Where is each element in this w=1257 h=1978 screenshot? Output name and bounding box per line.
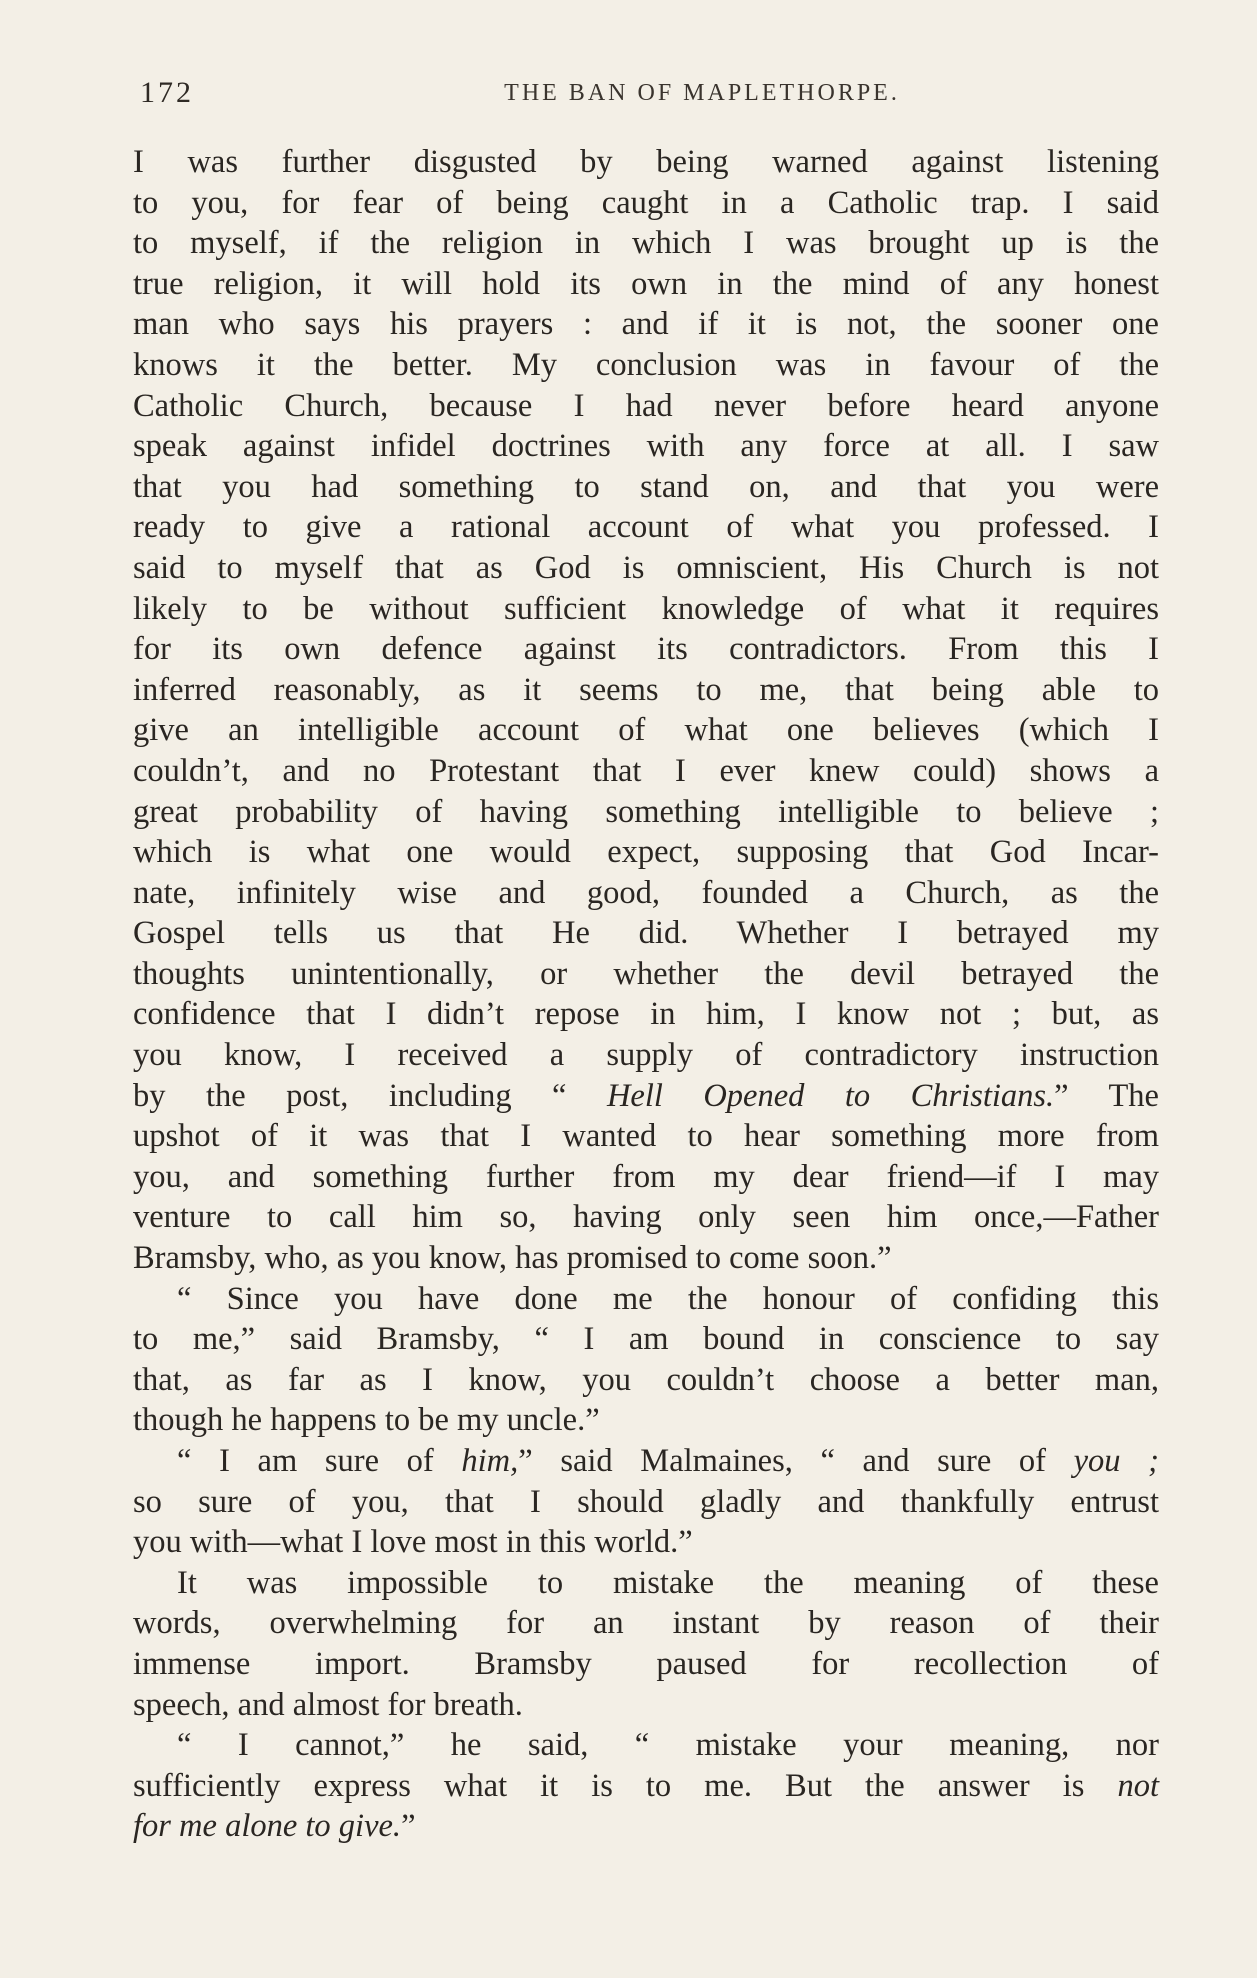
text-segment: I was further disgusted by being warned against listening	[133, 144, 1159, 180]
text-segment: ” The	[1054, 1077, 1159, 1114]
text-segment: knows it the better. My conclusion was in favour of the	[133, 346, 1159, 383]
text-segment: great probability of having something intelligible to believe ;	[133, 793, 1159, 830]
text-line	[133, 913, 1159, 954]
text-segment: that you had something to stand on, and that you were	[133, 468, 1159, 505]
text-line	[133, 548, 1159, 589]
text-line	[133, 1766, 1159, 1807]
text-line	[133, 183, 1159, 224]
text-line	[133, 1400, 1159, 1441]
text-line	[133, 1685, 1159, 1726]
text-line	[133, 1076, 1159, 1117]
text-segment: words, overwhelming for an instant by reason of their	[133, 1605, 1159, 1642]
text-line	[133, 1725, 1159, 1766]
text-line	[133, 1563, 1159, 1604]
text-segment: Catholic Church, because I had never before heard anyone	[133, 387, 1159, 424]
italic-text: for me alone to give.	[133, 1808, 402, 1845]
text-line	[133, 264, 1159, 305]
text-line	[133, 1482, 1159, 1523]
text-segment: that, as far as I know, you couldn’t choose a better man,	[133, 1361, 1159, 1398]
text-segment: give an intelligible account of what one believes (which I	[133, 712, 1159, 749]
text-segment: to you, for fear of being caught in a Catholic trap. I said	[133, 184, 1159, 221]
text-segment: It was impossible to mistake the meaning of these	[177, 1564, 1159, 1601]
text-line	[133, 751, 1159, 792]
text-segment: sufficiently express what it is to me. But the answer is	[133, 1767, 1118, 1804]
text-segment: thoughts unintentionally, or whether the devil betrayed the	[133, 955, 1159, 992]
text-line	[133, 954, 1159, 995]
text-line	[133, 1035, 1159, 1076]
italic-text: Hell Opened to Christians.	[606, 1077, 1055, 1114]
text-segment: said to myself that as God is omniscient, His Church is not	[133, 549, 1159, 586]
text-segment: immense import. Bramsby paused for recollection of	[133, 1645, 1159, 1682]
text-segment: which is what one would expect, supposing that God Incar-	[133, 834, 1159, 871]
text-line	[133, 426, 1159, 467]
text-segment: by the post, including “	[133, 1077, 607, 1114]
text-line	[133, 386, 1159, 427]
text-segment: likely to be without sufficient knowledge of what it requires	[133, 590, 1159, 627]
page-number: 172	[140, 76, 194, 109]
text-line	[133, 467, 1159, 508]
text-segment: “ I am sure of	[177, 1443, 462, 1479]
text-segment: Gospel tells us that He did. Whether I betrayed my	[133, 915, 1159, 952]
text-segment: true religion, it will hold its own in the mind of any honest	[133, 265, 1159, 302]
text-line	[133, 832, 1159, 873]
text-segment: you with—what I love most in this world.”	[133, 1524, 693, 1561]
text-line	[133, 994, 1159, 1035]
italic-text: you ;	[1073, 1443, 1159, 1479]
italic-text: him,	[461, 1443, 519, 1479]
text-line	[133, 589, 1159, 630]
text-segment: “ I cannot,” he said, “ mistake your meaning, nor	[177, 1727, 1159, 1764]
text-line	[133, 1157, 1159, 1198]
text-segment: upshot of it was that I wanted to hear something more from	[133, 1118, 1159, 1155]
text-segment: “ Since you have done me the honour of confiding this	[177, 1280, 1159, 1317]
text-line	[133, 345, 1159, 386]
text-line	[133, 1806, 1159, 1847]
text-segment: man who says his prayers : and if it is not, the sooner one	[133, 306, 1159, 343]
text-line	[133, 1360, 1159, 1401]
text-line	[133, 629, 1159, 670]
text-segment: venture to call him so, having only seen him once,—Father	[133, 1199, 1159, 1236]
text-line	[133, 1644, 1159, 1685]
italic-text: not	[1117, 1767, 1159, 1804]
text-segment: to me,” said Bramsby, “ I am bound in conscience to say	[133, 1321, 1159, 1358]
text-segment: ” said Malmaines, “ and sure of	[518, 1443, 1074, 1479]
body-text	[133, 142, 1159, 1847]
text-line	[133, 1603, 1159, 1644]
text-line	[133, 1238, 1159, 1279]
text-line	[133, 1279, 1159, 1320]
text-line	[133, 223, 1159, 264]
text-segment: ”	[401, 1808, 416, 1845]
text-segment: you, and something further from my dear friend—if I may	[133, 1158, 1159, 1195]
text-segment: couldn’t, and no Protestant that I ever knew could) shows a	[133, 752, 1159, 789]
text-segment: ready to give a rational account of what you professed. I	[133, 509, 1159, 546]
text-line	[133, 304, 1159, 345]
text-segment: for its own defence against its contradictors. From this I	[133, 631, 1159, 668]
text-segment: though he happens to be my uncle.”	[133, 1402, 600, 1439]
text-line	[133, 670, 1159, 711]
page-header	[132, 68, 1162, 118]
text-segment: Bramsby, who, as you know, has promised to come soon.”	[133, 1240, 892, 1277]
text-line	[133, 1522, 1159, 1563]
text-segment: so sure of you, that I should gladly and thankfully entrust	[133, 1483, 1159, 1520]
text-segment: inferred reasonably, as it seems to me, that being able to	[133, 671, 1159, 708]
text-line	[133, 1197, 1159, 1238]
text-segment: speech, and almost for breath.	[133, 1686, 523, 1723]
text-line	[133, 873, 1159, 914]
text-line	[133, 1441, 1159, 1482]
text-line	[133, 1319, 1159, 1360]
text-segment: speak against infidel doctrines with any force at all. I saw	[133, 428, 1159, 465]
text-line	[133, 792, 1159, 833]
text-segment: to myself, if the religion in which I was brought up is the	[133, 225, 1159, 262]
text-segment: confidence that I didn’t repose in him, I know not ; but, as	[133, 996, 1159, 1033]
text-line	[133, 1116, 1159, 1157]
text-segment: nate, infinitely wise and good, founded a Church, as the	[133, 874, 1159, 911]
running-title: THE BAN OF MAPLETHORPE.	[504, 80, 900, 106]
text-line	[133, 507, 1159, 548]
text-line	[133, 710, 1159, 751]
text-segment: you know, I received a supply of contradictory instruction	[133, 1037, 1159, 1074]
text-line	[133, 142, 1159, 183]
